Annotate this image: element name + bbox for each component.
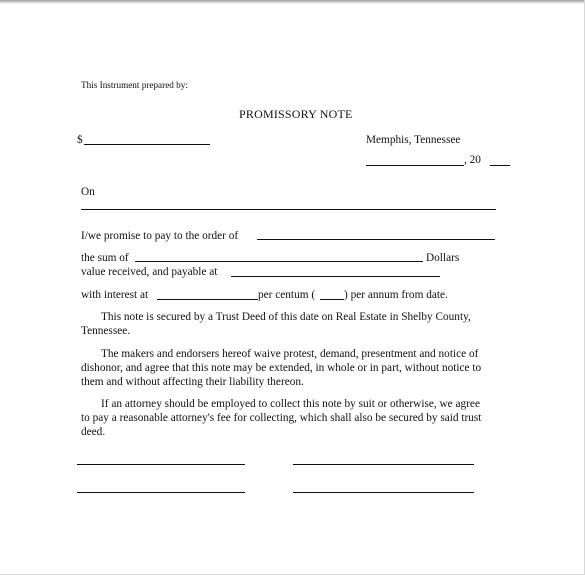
attorney-paragraph-line3: deed. [81, 426, 106, 438]
promise-label: I/we promise to pay to the order of [81, 230, 239, 242]
per-centum-label: per centum ( [258, 289, 316, 301]
year-prefix: , 20 [464, 154, 481, 166]
waiver-paragraph-line2: dishonor, and agree that this note may be extended, in whole or in part, without notice to [81, 362, 482, 374]
value-received-label: value received, and payable at [81, 266, 218, 278]
viewer-top-shadow [0, 0, 585, 4]
payable-at-blank-line[interactable] [231, 276, 440, 277]
on-blank-line[interactable] [81, 209, 496, 210]
sum-blank-line[interactable] [135, 261, 423, 262]
dollars-label: Dollars [426, 252, 460, 264]
attorney-paragraph-line2: to pay a reasonable attorney's fee for collecting, which shall also be secured by said trust [81, 412, 482, 424]
payee-blank-line[interactable] [257, 239, 495, 240]
signature-line-right-2[interactable] [293, 492, 474, 493]
security-paragraph-line2: Tennessee. [81, 325, 131, 337]
waiver-paragraph-line3: them and without affecting their liability thereon. [81, 376, 304, 388]
interest-rate-blank-line[interactable] [157, 299, 258, 300]
city-label: Memphis, Tennessee [366, 134, 461, 146]
on-label: On [81, 186, 95, 198]
year-blank-line[interactable] [490, 165, 510, 166]
signature-line-left-2[interactable] [77, 492, 245, 493]
signature-line-left-1[interactable] [77, 464, 245, 465]
waiver-paragraph-line1: The makers and endorsers hereof waive protest, demand, presentment and notice of [101, 348, 479, 360]
prepared-by-label: This Instrument prepared by: [81, 80, 188, 90]
attorney-paragraph-line1: If an attorney should be employed to collect this note by suit or otherwise, we agree [101, 398, 480, 410]
date-blank-line[interactable] [366, 165, 464, 166]
sum-label: the sum of [81, 252, 129, 264]
dollar-sign: $ [77, 134, 83, 146]
per-annum-label: ) per annum from date. [344, 289, 448, 301]
security-paragraph-line1: This note is secured by a Trust Deed of this date on Real Estate in Shelby County, [101, 311, 471, 323]
document-title: PROMISSORY NOTE [239, 107, 353, 121]
signature-line-right-1[interactable] [293, 464, 474, 465]
percent-blank-line[interactable] [320, 299, 344, 300]
amount-blank-line[interactable] [84, 144, 210, 145]
interest-label: with interest at [81, 289, 149, 301]
